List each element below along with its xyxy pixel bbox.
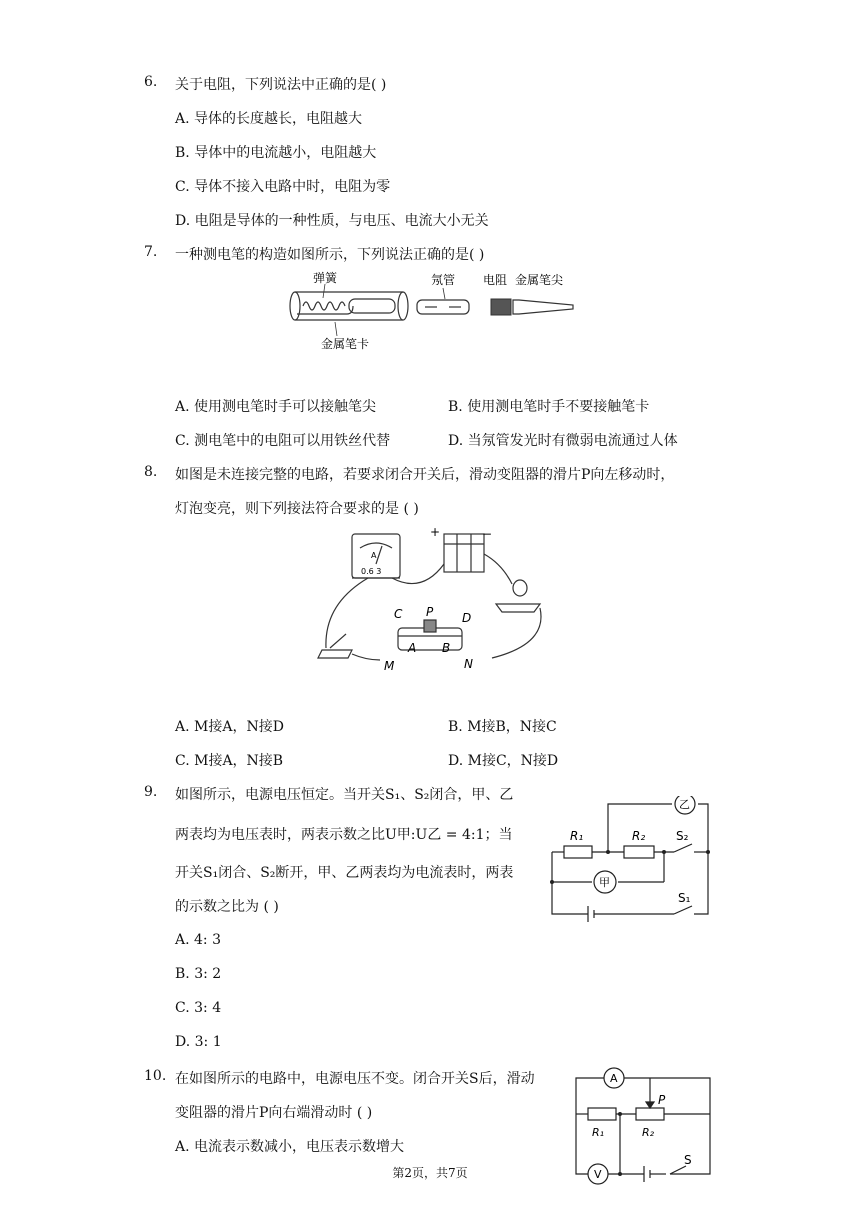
resistor-block — [491, 299, 511, 315]
q9-option-d: D. 3: 1 — [175, 1034, 222, 1050]
label-r1: R₁ — [570, 829, 584, 843]
label-n: N — [464, 657, 473, 671]
label-minus: − — [482, 527, 493, 541]
q8-option-c: C. M接A，N接B — [175, 753, 284, 769]
q7-stem: 一种测电笔的构造如图所示，下列说法正确的是( ) — [175, 247, 485, 263]
label-spring: 弹簧 — [313, 271, 338, 285]
label-b: B — [442, 641, 451, 655]
label-meter-scale: A — [371, 551, 377, 560]
q10-option-a: A. 电流表示数减小，电压表示数增大 — [175, 1139, 405, 1155]
q10-stem-line2: 变阻器的滑片P向右端滑动时 ( ) — [175, 1105, 373, 1121]
q6-number: 6. — [144, 74, 158, 90]
q7-option-a: A. 使用测电笔时手可以接触笔尖 — [175, 399, 377, 415]
q8-stem-line2: 灯泡变亮，则下列接法符合要求的是 ( ) — [175, 501, 419, 517]
label-p: P — [658, 1093, 666, 1107]
label-r2: R₂ — [642, 1126, 655, 1139]
q7-option-c: C. 测电笔中的电阻可以用铁丝代替 — [175, 433, 391, 449]
label-d: D — [462, 611, 472, 625]
q8-option-a: A. M接A，N接D — [175, 719, 284, 735]
q7-number: 7. — [144, 244, 158, 260]
q7-option-d: D. 当氖管发光时有微弱电流通过人体 — [448, 433, 678, 449]
q8-circuit-figure — [312, 524, 552, 676]
q8-number: 8. — [144, 464, 158, 480]
label-a: A — [408, 641, 417, 655]
q6-option-b: B. 导体中的电流越小，电阻越大 — [175, 145, 377, 161]
label-m: M — [384, 659, 395, 673]
rheostat-r2 — [636, 1108, 664, 1120]
label-s: S — [684, 1153, 692, 1167]
label-metal-clip: 金属笔卡 — [321, 337, 370, 351]
label-resistor: 电阻 — [483, 273, 508, 287]
q10-number: 10. — [144, 1068, 167, 1084]
label-metal-tip: 金属笔尖 — [515, 273, 564, 287]
q9-circuit-figure — [548, 796, 718, 922]
q8-option-b: B. M接B，N接C — [448, 719, 557, 735]
q9-stem-line3: 开关S₁闭合、S₂断开，甲、乙两表均为电流表时，两表 — [175, 865, 514, 881]
q6-option-c: C. 导体不接入电路中时，电阻为零 — [175, 179, 391, 195]
test-pen-figure — [285, 266, 585, 356]
resistor-r2 — [624, 846, 654, 858]
q9-stem-line1: 如图所示，电源电压恒定。当开关S₁、S₂闭合，甲、乙 — [175, 787, 514, 803]
q8-stem-line1: 如图是未连接完整的电路，若要求闭合开关后，滑动变阻器的滑片P向左移动时， — [175, 467, 675, 483]
label-ammeter: A — [610, 1072, 618, 1085]
q9-number: 9. — [144, 784, 158, 800]
label-voltmeter: V — [594, 1168, 602, 1181]
label-meter-a: 甲 — [599, 876, 610, 889]
label-p: P — [426, 605, 434, 619]
lamp — [513, 580, 527, 596]
q9-option-b: B. 3: 2 — [175, 966, 222, 982]
q6-stem: 关于电阻，下列说法中正确的是( ) — [175, 77, 387, 93]
resistor-r1 — [588, 1108, 616, 1120]
q9-option-a: A. 4: 3 — [175, 932, 221, 948]
label-r1: R₁ — [592, 1126, 605, 1139]
q9-option-c: C. 3: 4 — [175, 1000, 222, 1016]
q9-stem-line2: 两表均为电压表时，两表示数之比U甲:U乙 = 4:1；当 — [175, 827, 513, 843]
label-meter-b: 乙 — [679, 798, 690, 811]
label-s1: S₁ — [678, 891, 691, 905]
q8-option-d: D. M接C，N接D — [448, 753, 559, 769]
q9-stem-line4: 的示数之比为 ( ) — [175, 899, 279, 915]
page-footer: 第2页，共7页 — [392, 1166, 468, 1180]
spring-coil — [303, 302, 345, 310]
battery — [444, 534, 484, 572]
label-neon: 氖管 — [431, 273, 456, 287]
q6-option-a: A. 导体的长度越长，电阻越大 — [175, 111, 363, 127]
q6-option-d: D. 电阻是导体的一种性质，与电压、电流大小无关 — [175, 213, 489, 229]
switch-s1 — [674, 906, 692, 914]
label-r2: R₂ — [632, 829, 646, 843]
label-c: C — [394, 607, 403, 621]
switch-s2 — [674, 844, 692, 852]
label-plus: + — [430, 525, 441, 539]
resistor-r1 — [564, 846, 592, 858]
pen-barrel — [290, 292, 408, 320]
q7-option-b: B. 使用测电笔时手不要接触笔卡 — [448, 399, 650, 415]
neon-tube — [417, 300, 469, 314]
label-s2: S₂ — [676, 829, 689, 843]
label-meter-terminals: 0.6 3 — [361, 567, 382, 576]
q10-stem-line1: 在如图所示的电路中，电源电压不变。闭合开关S后，滑动 — [175, 1071, 535, 1087]
metal-tip — [513, 300, 573, 314]
switch — [318, 650, 352, 658]
